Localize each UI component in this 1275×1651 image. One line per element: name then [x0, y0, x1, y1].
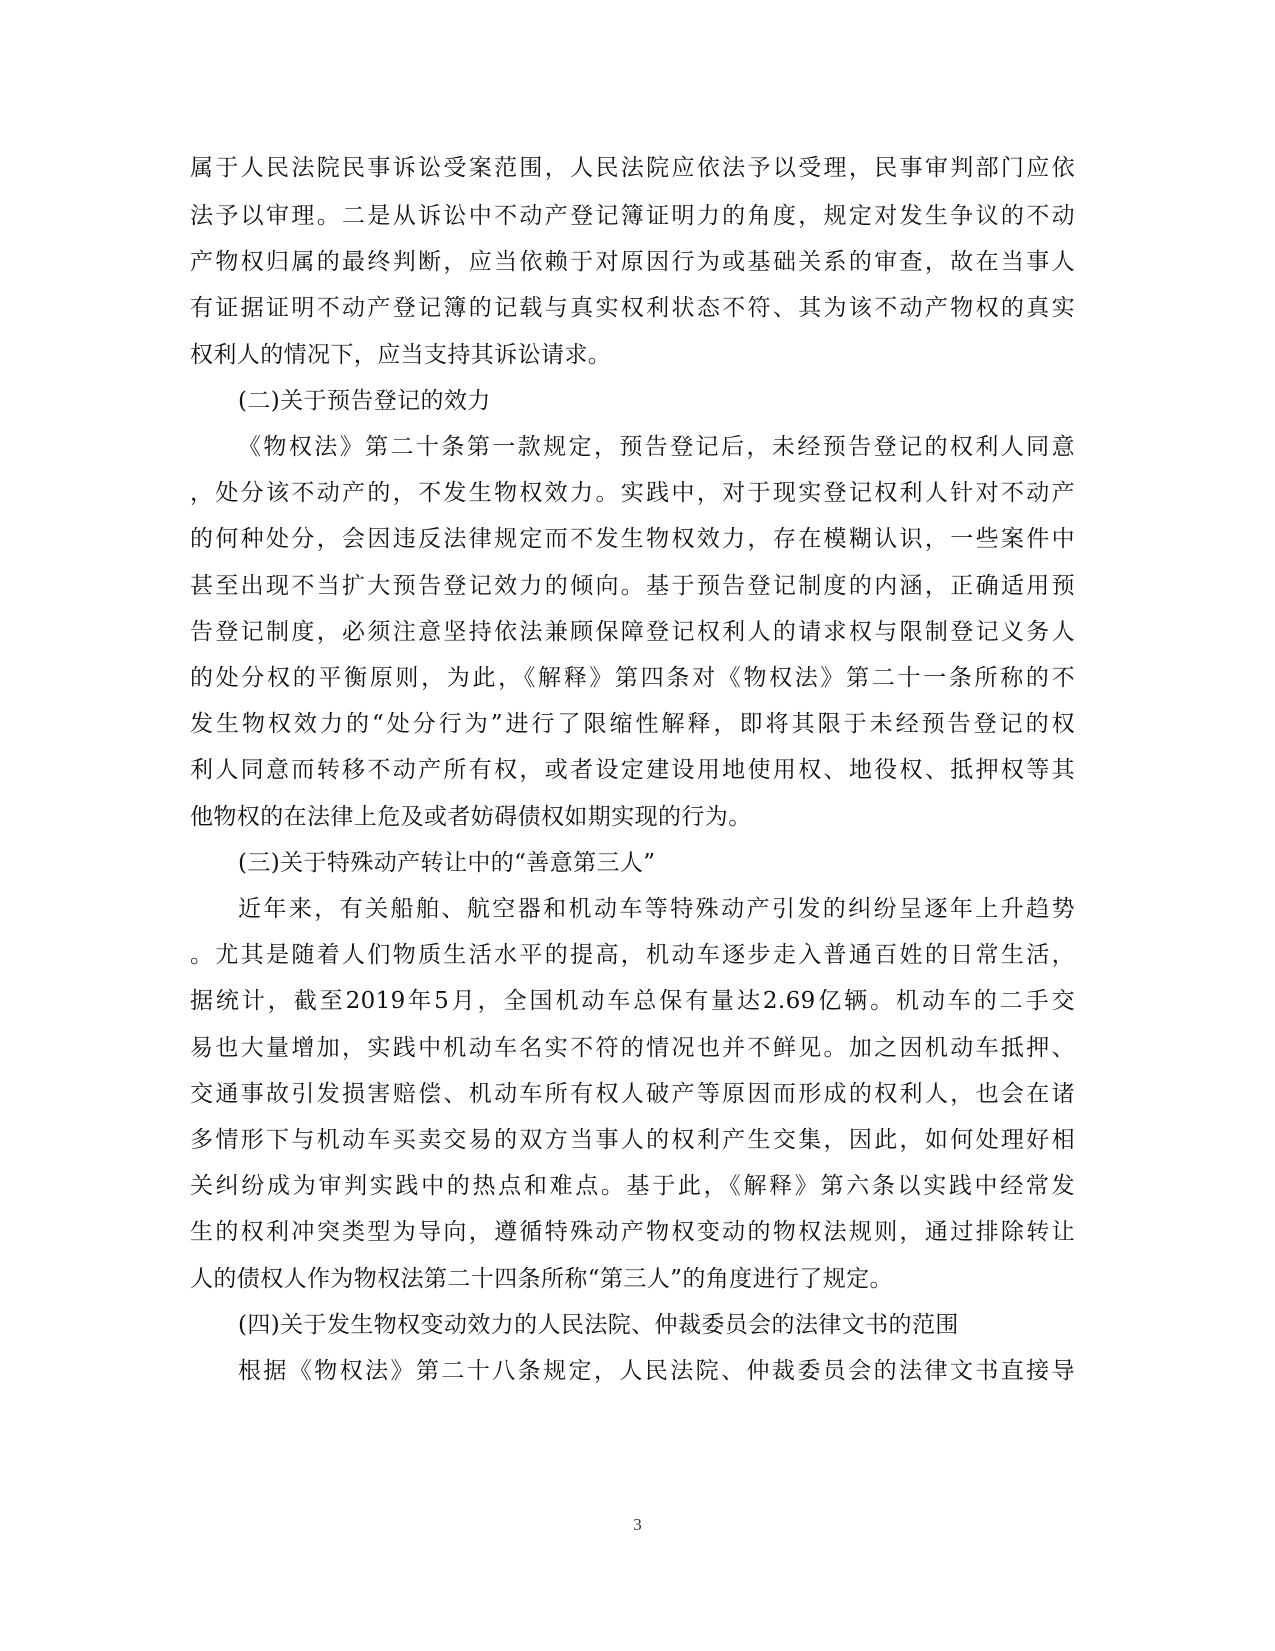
body-line: 利人同意而转移不动产所有权，或者设定建设用地使用权、地役权、抵押权等其	[190, 757, 1075, 783]
body-line: 甚至出现不当扩大预告登记效力的倾向。基于预告登记制度的内涵，正确适用预	[190, 573, 1075, 599]
section-heading: (二)关于预告登记的效力	[238, 388, 491, 414]
body-line: 据统计，截至2019年5月，全国机动车总保有量达2.69亿辆。机动车的二手交	[190, 988, 1075, 1014]
body-line: 有证据证明不动产登记簿的记载与真实权利状态不符、其为该不动产物权的真实	[190, 295, 1075, 321]
body-line: 。尤其是随着人们物质生活水平的提高，机动车逐步走入普通百姓的日常生活，	[190, 942, 1075, 968]
body-line: 法予以审理。二是从诉讼中不动产登记簿证明力的角度，规定对发生争议的不动	[190, 203, 1075, 229]
body-line: 发生物权效力的“处分行为”进行了限缩性解释，即将其限于未经预告登记的权	[190, 711, 1075, 737]
section-heading: (三)关于特殊动产转让中的“善意第三人”	[238, 850, 656, 876]
body-line: 权利人的情况下，应当支持其诉讼请求。	[190, 342, 612, 368]
body-line: 生的权利冲突类型为导向，遵循特殊动产物权变动的物权法规则，通过排除转让	[190, 1219, 1075, 1245]
body-line: 《物权法》第二十条第一款规定，预告登记后，未经预告登记的权利人同意	[238, 434, 1075, 460]
body-line: 根据《物权法》第二十八条规定，人民法院、仲裁委员会的法律文书直接导	[238, 1358, 1075, 1384]
body-line: 的何种处分，会因违反法律规定而不发生物权效力，存在模糊认识，一些案件中	[190, 526, 1075, 552]
body-line: 人的债权人作为物权法第二十四条所称“第三人”的角度进行了规定。	[190, 1266, 893, 1292]
page-number: 3	[633, 1515, 642, 1534]
body-line: 告登记制度，必须注意坚持依法兼顾保障登记权利人的请求权与限制登记义务人	[190, 619, 1075, 645]
body-line: ，处分该不动产的，不发生物权效力。实践中，对于现实登记权利人针对不动产	[190, 480, 1075, 506]
body-line: 交通事故引发损害赔偿、机动车所有权人破产等原因而形成的权利人，也会在诸	[190, 1081, 1075, 1107]
body-line: 近年来，有关船舶、航空器和机动车等特殊动产引发的纠纷呈逐年上升趋势	[238, 896, 1075, 922]
body-line: 产物权归属的最终判断，应当依赖于对原因行为或基础关系的审查，故在当事人	[190, 249, 1075, 275]
body-line: 他物权的在法律上危及或者妨碍债权如期实现的行为。	[190, 804, 752, 830]
body-line: 关纠纷成为审判实践中的热点和难点。基于此，《解释》第六条以实践中经常发	[190, 1173, 1075, 1199]
body-line: 的处分权的平衡原则，为此，《解释》第四条对《物权法》第二十一条所称的不	[190, 665, 1075, 691]
body-line: 多情形下与机动车买卖交易的双方当事人的权利产生交集，因此，如何处理好相	[190, 1127, 1075, 1153]
section-heading: (四)关于发生物权变动效力的人民法院、仲裁委员会的法律文书的范围	[238, 1312, 959, 1338]
body-line: 易也大量增加，实践中机动车名实不符的情况也并不鲜见。加之因机动车抵押、	[190, 1035, 1075, 1061]
body-line: 属于人民法院民事诉讼受案范围，人民法院应依法予以受理，民事审判部门应依	[190, 155, 1075, 181]
